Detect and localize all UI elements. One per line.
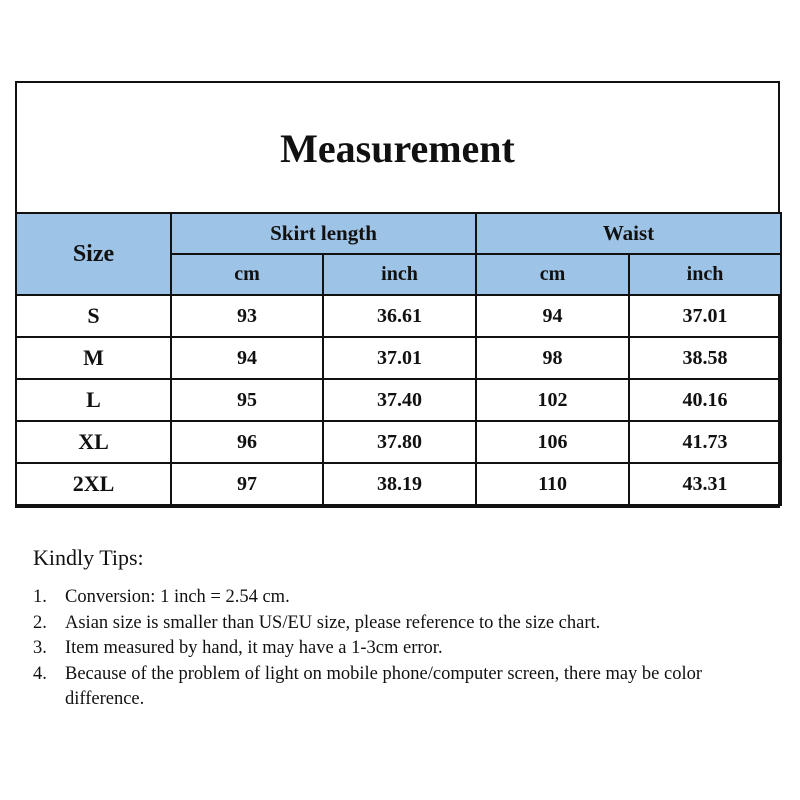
value-cell: 37.01 (629, 295, 781, 337)
tip-item (33, 662, 778, 713)
tips-section (33, 545, 778, 713)
tip-number: 4. (33, 663, 47, 684)
waist-header: Waist (476, 213, 781, 254)
measurement-table (15, 212, 782, 506)
size-chart (15, 81, 780, 508)
table-row (16, 337, 781, 379)
unit-header: cm (476, 254, 629, 295)
tip-number: 1. (33, 587, 47, 607)
value-cell: 41.73 (629, 421, 781, 463)
table-row (16, 421, 781, 463)
value-cell: 102 (476, 379, 629, 421)
value-cell: 110 (476, 463, 629, 505)
value-cell: 94 (171, 337, 323, 379)
table-row (16, 295, 781, 337)
value-cell: 94 (476, 295, 629, 337)
value-cell: 38.19 (323, 463, 476, 505)
value-cell: 106 (476, 421, 629, 463)
value-cell: 37.40 (323, 379, 476, 421)
value-cell: 93 (171, 295, 323, 337)
tip-item (33, 585, 778, 611)
value-cell: 36.61 (323, 295, 476, 337)
value-cell: 43.31 (629, 463, 781, 505)
tips-title: Kindly Tips: (33, 545, 144, 570)
size-header: Size (16, 213, 171, 295)
value-cell: 38.58 (629, 337, 781, 379)
table-row (16, 379, 781, 421)
tip-text: Conversion: 1 inch = 2.54 cm. (65, 587, 290, 607)
table-row (16, 463, 781, 505)
tip-text: Because of the problem of light on mobile phone/computer screen, there may be color difference. (65, 663, 703, 709)
unit-header: cm (171, 254, 323, 295)
tip-item (33, 611, 778, 637)
unit-header: inch (323, 254, 476, 295)
value-cell: 37.80 (323, 421, 476, 463)
tip-text: Item measured by hand, it may have a 1-3cm error. (65, 638, 443, 658)
size-cell: M (16, 337, 171, 379)
chart-title: Measurement (280, 125, 515, 171)
size-cell: S (16, 295, 171, 337)
tip-text: Asian size is smaller than US/EU size, please reference to the size chart. (65, 612, 601, 633)
size-cell: L (16, 379, 171, 421)
unit-header: inch (629, 254, 781, 295)
value-cell: 98 (476, 337, 629, 379)
value-cell: 97 (171, 463, 323, 505)
size-cell: 2XL (16, 463, 171, 505)
tip-number: 2. (33, 612, 47, 633)
value-cell: 95 (171, 379, 323, 421)
tip-item (33, 636, 778, 662)
size-cell: XL (16, 421, 171, 463)
value-cell: 37.01 (323, 337, 476, 379)
tip-number: 3. (33, 638, 47, 658)
value-cell: 96 (171, 421, 323, 463)
skirt-length-header: Skirt length (171, 213, 476, 254)
value-cell: 40.16 (629, 379, 781, 421)
tips-list (33, 585, 778, 713)
